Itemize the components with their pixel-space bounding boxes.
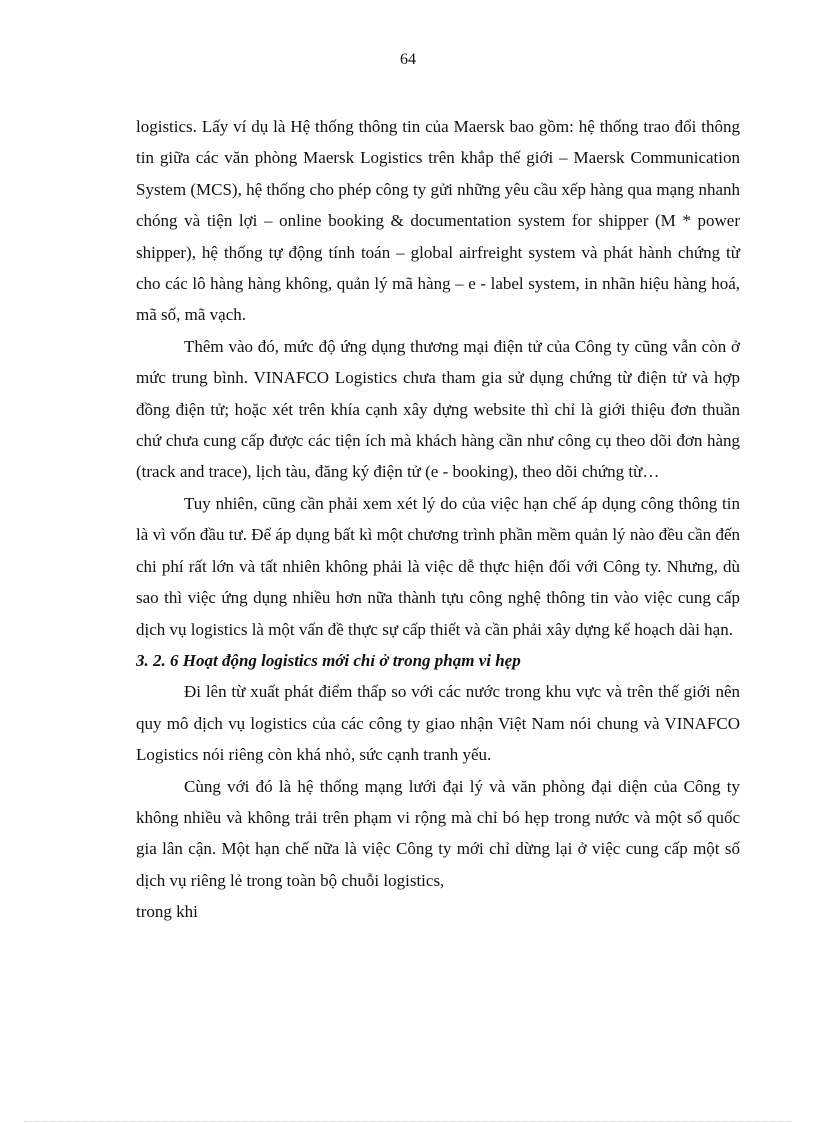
page-number: 64 [400, 51, 416, 68]
paragraph-continuation: trong khi [136, 902, 198, 922]
section-heading: 3. 2. 6 Hoạt động logistics mới chỉ ở trong phạm vi hẹp [136, 650, 521, 670]
paragraph-maersk-systems: logistics. Lấy ví dụ là Hệ thống thông tin của Maersk bao gồm: hệ thống trao đổi thông tin giữa các văn phòng Maersk Logistics trên khắp thế giới – Maersk Communication System (MCS), hệ thống cho phép công ty gửi những yêu cầu xếp hàng qua mạng nhanh chóng và tiện lợi – online booking & documentation system for shipper (M * power shipper), hệ thống tự động tính toán – global airfreight system và phát hành chứng từ cho các lô hàng hàng không, quản lý mã hàng – e - label system, in nhãn hiệu hàng hoá, mã số, mã vạch. [136, 117, 740, 325]
paragraph-network: Cùng với đó là hệ thống mạng lưới đại lý và văn phòng đại diện của Công ty không nhiều và không trải trên phạm vi rộng mà chỉ bó hẹp trong nước và một số quốc gia lân cận. Một hạn chế nữa là việc Công ty mới chỉ dừng lại ở việc cung cấp một số dịch vụ riêng lẻ trong toàn bộ chuỗi logistics, [136, 776, 740, 890]
page-bottom-divider [24, 1121, 792, 1122]
paragraph-investment: Tuy nhiên, cũng cần phải xem xét lý do của việc hạn chế áp dụng công thông tin là vì vốn đầu tư. Để áp dụng bất kì một chương trình phần mềm quản lý nào đều cần đến chi phí rất lớn và tất nhiên không phải là việc dễ thực hiện đối với Công ty. Nhưng, dù sao thì việc ứng dụng nhiều hơn nữa thành tựu công nghệ thông tin vào việc cung cấp dịch vụ logistics là một vấn đề thực sự cấp thiết và cần phải xây dựng kế hoạch dài hạn. [136, 493, 740, 639]
document-body [136, 111, 740, 928]
paragraph-scale: Đi lên từ xuất phát điểm thấp so với các nước trong khu vực và trên thế giới nên quy mô dịch vụ logistics của các công ty giao nhận Việt Nam nói chung và VINAFCO Logistics nói riêng còn khá nhỏ, sức cạnh tranh yếu. [136, 682, 740, 765]
paragraph-ecommerce: Thêm vào đó, mức độ ứng dụng thương mại điện tử của Công ty cũng vẫn còn ở mức trung bình. VINAFCO Logistics chưa tham gia sử dụng chứng từ điện tử và hợp đồng điện tử; hoặc xét trên khía cạnh xây dựng website thì chỉ là giới thiệu đơn thuần chứ chưa cung cấp được các tiện ích mà khách hàng cần như công cụ theo dõi đơn hàng (track and trace), lịch tàu, đăng ký điện tử (e - booking), theo dõi chứng từ… [136, 336, 740, 482]
